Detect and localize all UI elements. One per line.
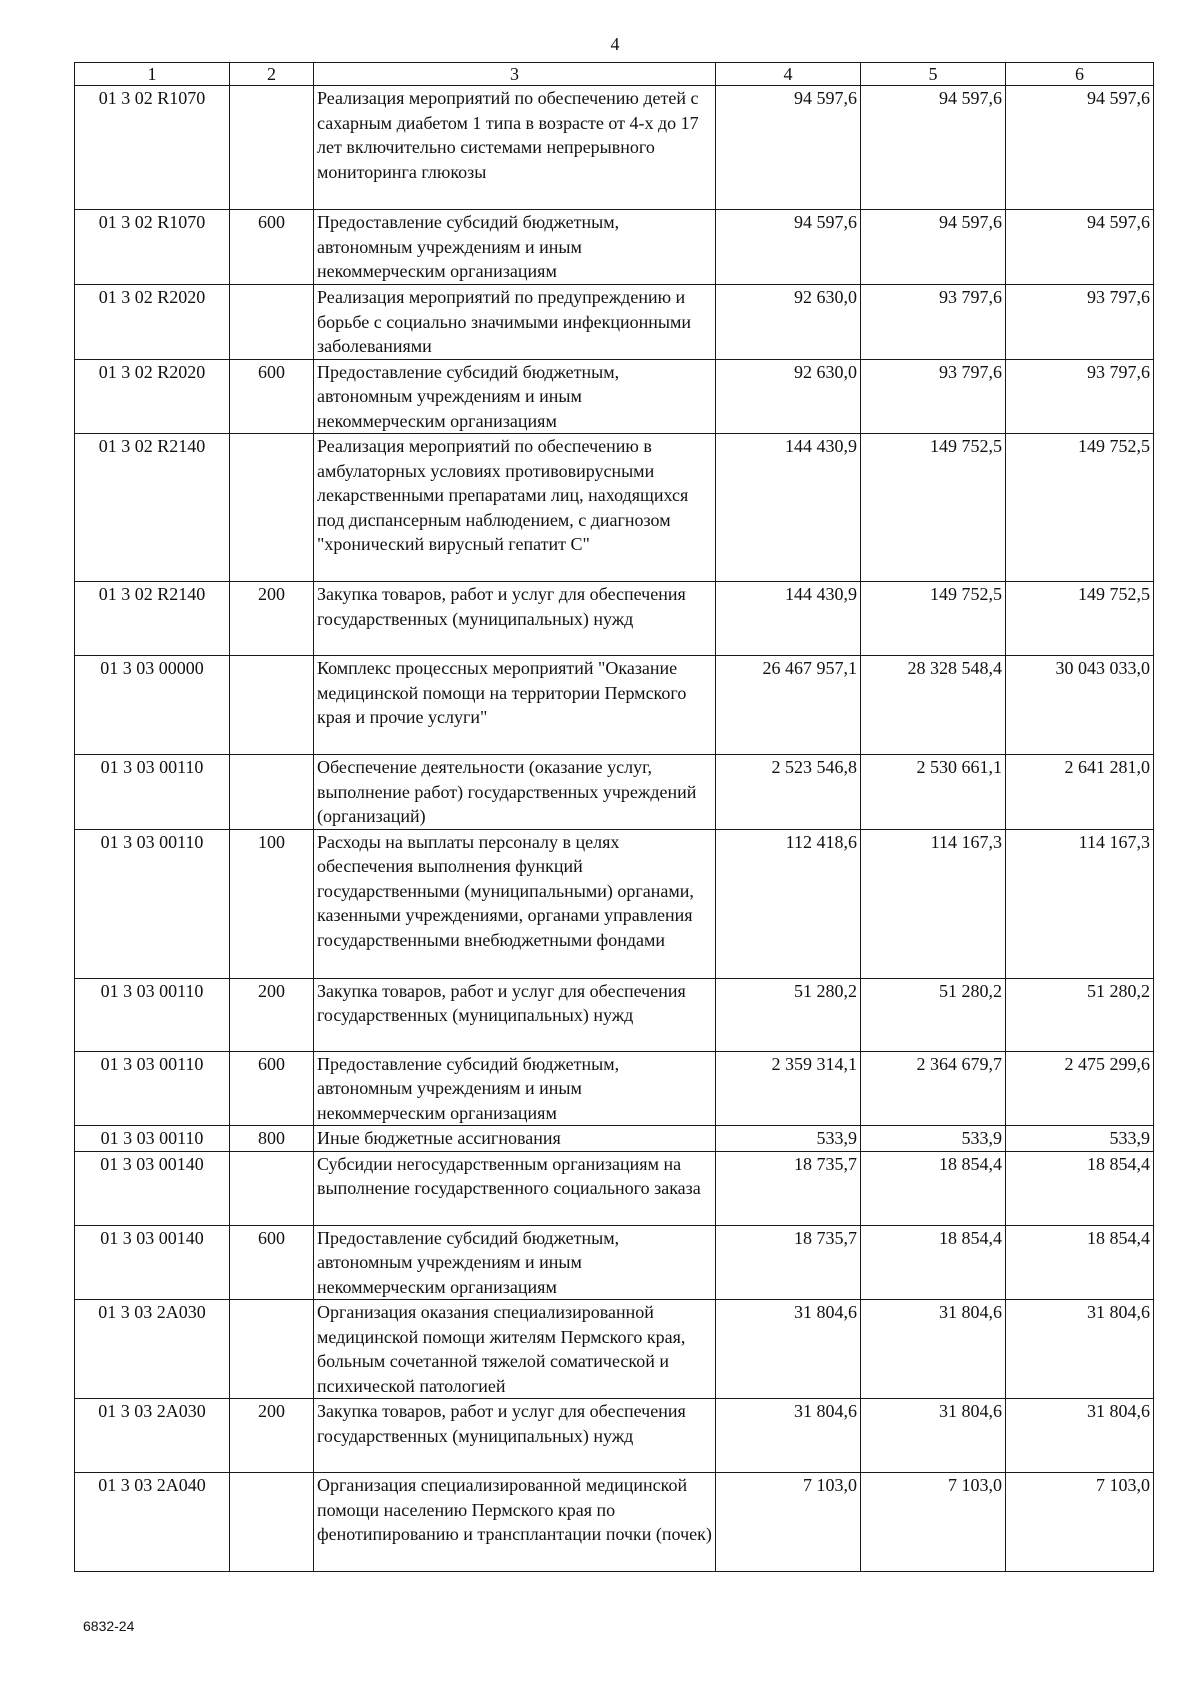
column-header-2: 2 [230, 63, 314, 86]
row-value-col6: 30 043 033,0 [1006, 656, 1154, 755]
row-value-col5: 18 854,4 [861, 1151, 1006, 1225]
row-code: 01 3 02 R2020 [75, 359, 230, 434]
row-value-col5: 114 167,3 [861, 829, 1006, 978]
document-id: 6832-24 [83, 1618, 135, 1634]
row-expense-type: 800 [230, 1126, 314, 1152]
row-value-col5: 94 597,6 [861, 86, 1006, 210]
row-value-col4: 18 735,7 [716, 1225, 861, 1300]
row-expense-type: 100 [230, 829, 314, 978]
row-value-col5: 2 364 679,7 [861, 1051, 1006, 1126]
row-code: 01 3 03 2А030 [75, 1300, 230, 1399]
table-row [75, 829, 1154, 978]
row-name: Иные бюджетные ассигнования [314, 1126, 716, 1152]
row-expense-type: 200 [230, 978, 314, 1051]
row-code: 01 3 03 00140 [75, 1151, 230, 1225]
table-row [75, 1051, 1154, 1126]
row-value-col6: 94 597,6 [1006, 210, 1154, 285]
table-row [75, 582, 1154, 656]
row-value-col5: 7 103,0 [861, 1473, 1006, 1572]
row-code: 01 3 03 00110 [75, 978, 230, 1051]
row-value-col4: 7 103,0 [716, 1473, 861, 1572]
row-name: Организация оказания специализированной медицинской помощи жителям Пермского края, больным сочетанной тяжелой соматической и психической патологией [314, 1300, 716, 1399]
row-value-col5: 18 854,4 [861, 1225, 1006, 1300]
row-name: Обеспечение деятельности (оказание услуг, выполнение работ) государственных учреждений (организаций) [314, 755, 716, 830]
row-value-col6: 51 280,2 [1006, 978, 1154, 1051]
row-value-col6: 114 167,3 [1006, 829, 1154, 978]
table-row [75, 656, 1154, 755]
row-name: Реализация мероприятий по обеспечению детей с сахарным диабетом 1 типа в возрасте от 4-х до 17 лет включительно системами непрерывного мониторинга глюкозы [314, 86, 716, 210]
table-row [75, 86, 1154, 210]
row-expense-type [230, 1151, 314, 1225]
row-value-col4: 112 418,6 [716, 829, 861, 978]
row-value-col6: 31 804,6 [1006, 1399, 1154, 1473]
table-row [75, 1151, 1154, 1225]
column-header-4: 4 [716, 63, 861, 86]
row-value-col4: 533,9 [716, 1126, 861, 1152]
column-header-3: 3 [314, 63, 716, 86]
row-value-col4: 144 430,9 [716, 582, 861, 656]
row-value-col6: 18 854,4 [1006, 1151, 1154, 1225]
row-expense-type [230, 285, 314, 360]
row-value-col6: 18 854,4 [1006, 1225, 1154, 1300]
row-value-col4: 2 359 314,1 [716, 1051, 861, 1126]
row-value-col5: 533,9 [861, 1126, 1006, 1152]
table-row [75, 1126, 1154, 1152]
table-header-row [75, 63, 1154, 86]
row-expense-type: 200 [230, 1399, 314, 1473]
row-name: Предоставление субсидий бюджетным, автономным учреждениям и иным некоммерческим организациям [314, 210, 716, 285]
row-code: 01 3 02 R2140 [75, 582, 230, 656]
row-value-col5: 93 797,6 [861, 285, 1006, 360]
row-expense-type [230, 434, 314, 582]
row-code: 01 3 03 00000 [75, 656, 230, 755]
row-code: 01 3 03 00110 [75, 1051, 230, 1126]
column-header-5: 5 [861, 63, 1006, 86]
row-value-col6: 2 641 281,0 [1006, 755, 1154, 830]
table-row [75, 359, 1154, 434]
row-name: Расходы на выплаты персоналу в целях обеспечения выполнения функций государственными (муниципальными) органами, казенными учреждениями, органами управления государственными внебюджетными фондами [314, 829, 716, 978]
row-value-col4: 94 597,6 [716, 86, 861, 210]
row-value-col5: 51 280,2 [861, 978, 1006, 1051]
row-name: Предоставление субсидий бюджетным, автономным учреждениям и иным некоммерческим организациям [314, 359, 716, 434]
row-value-col6: 2 475 299,6 [1006, 1051, 1154, 1126]
row-name: Закупка товаров, работ и услуг для обеспечения государственных (муниципальных) нужд [314, 1399, 716, 1473]
row-value-col5: 93 797,6 [861, 359, 1006, 434]
row-name: Организация специализированной медицинской помощи населению Пермского края по фенотипированию и трансплантации почки (почек) [314, 1473, 716, 1572]
row-name: Предоставление субсидий бюджетным, автономным учреждениям и иным некоммерческим организациям [314, 1051, 716, 1126]
row-value-col6: 93 797,6 [1006, 359, 1154, 434]
table-row [75, 1225, 1154, 1300]
row-value-col4: 18 735,7 [716, 1151, 861, 1225]
row-name: Закупка товаров, работ и услуг для обеспечения государственных (муниципальных) нужд [314, 978, 716, 1051]
row-value-col5: 149 752,5 [861, 434, 1006, 582]
row-value-col6: 93 797,6 [1006, 285, 1154, 360]
row-value-col5: 94 597,6 [861, 210, 1006, 285]
row-code: 01 3 02 R2020 [75, 285, 230, 360]
row-expense-type: 600 [230, 210, 314, 285]
row-value-col5: 28 328 548,4 [861, 656, 1006, 755]
row-value-col4: 144 430,9 [716, 434, 861, 582]
table-row [75, 1473, 1154, 1572]
row-value-col6: 149 752,5 [1006, 434, 1154, 582]
row-name: Предоставление субсидий бюджетным, автономным учреждениям и иным некоммерческим организациям [314, 1225, 716, 1300]
row-code: 01 3 03 00110 [75, 1126, 230, 1152]
row-expense-type [230, 86, 314, 210]
row-code: 01 3 03 00110 [75, 755, 230, 830]
row-code: 01 3 03 2А040 [75, 1473, 230, 1572]
row-expense-type: 600 [230, 1051, 314, 1126]
table-row [75, 434, 1154, 582]
row-value-col6: 533,9 [1006, 1126, 1154, 1152]
budget-table [74, 62, 1154, 1572]
row-code: 01 3 02 R2140 [75, 434, 230, 582]
row-value-col4: 51 280,2 [716, 978, 861, 1051]
table-row [75, 210, 1154, 285]
row-value-col5: 2 530 661,1 [861, 755, 1006, 830]
row-name: Субсидии негосударственным организациям на выполнение государственного социального заказа [314, 1151, 716, 1225]
row-value-col6: 31 804,6 [1006, 1300, 1154, 1399]
row-name: Реализация мероприятий по обеспечению в амбулаторных условиях противовирусными лекарственными препаратами лиц, находящихся под диспансерным наблюдением, с диагнозом "хронический вирусный гепатит С" [314, 434, 716, 582]
row-value-col4: 26 467 957,1 [716, 656, 861, 755]
table-row [75, 1399, 1154, 1473]
row-value-col5: 31 804,6 [861, 1300, 1006, 1399]
row-code: 01 3 02 R1070 [75, 86, 230, 210]
row-code: 01 3 02 R1070 [75, 210, 230, 285]
row-value-col5: 149 752,5 [861, 582, 1006, 656]
row-expense-type: 600 [230, 359, 314, 434]
row-code: 01 3 03 00140 [75, 1225, 230, 1300]
table-row [75, 755, 1154, 830]
row-code: 01 3 03 2А030 [75, 1399, 230, 1473]
row-expense-type [230, 656, 314, 755]
row-expense-type [230, 1300, 314, 1399]
row-name: Закупка товаров, работ и услуг для обеспечения государственных (муниципальных) нужд [314, 582, 716, 656]
column-header-1: 1 [75, 63, 230, 86]
row-code: 01 3 03 00110 [75, 829, 230, 978]
row-value-col4: 31 804,6 [716, 1399, 861, 1473]
row-value-col5: 31 804,6 [861, 1399, 1006, 1473]
table-row [75, 1300, 1154, 1399]
column-header-6: 6 [1006, 63, 1154, 86]
row-value-col6: 94 597,6 [1006, 86, 1154, 210]
row-value-col4: 31 804,6 [716, 1300, 861, 1399]
row-expense-type [230, 1473, 314, 1572]
row-name: Комплекс процессных мероприятий "Оказание медицинской помощи на территории Пермского края и прочие услуги" [314, 656, 716, 755]
table-row [75, 978, 1154, 1051]
row-expense-type: 200 [230, 582, 314, 656]
row-value-col4: 2 523 546,8 [716, 755, 861, 830]
row-value-col4: 92 630,0 [716, 285, 861, 360]
page-number: 4 [610, 34, 620, 54]
row-value-col4: 92 630,0 [716, 359, 861, 434]
row-name: Реализация мероприятий по предупреждению и борьбе с социально значимыми инфекционными заболеваниями [314, 285, 716, 360]
row-value-col6: 149 752,5 [1006, 582, 1154, 656]
table-row [75, 285, 1154, 360]
row-expense-type [230, 755, 314, 830]
row-value-col6: 7 103,0 [1006, 1473, 1154, 1572]
row-value-col4: 94 597,6 [716, 210, 861, 285]
row-expense-type: 600 [230, 1225, 314, 1300]
